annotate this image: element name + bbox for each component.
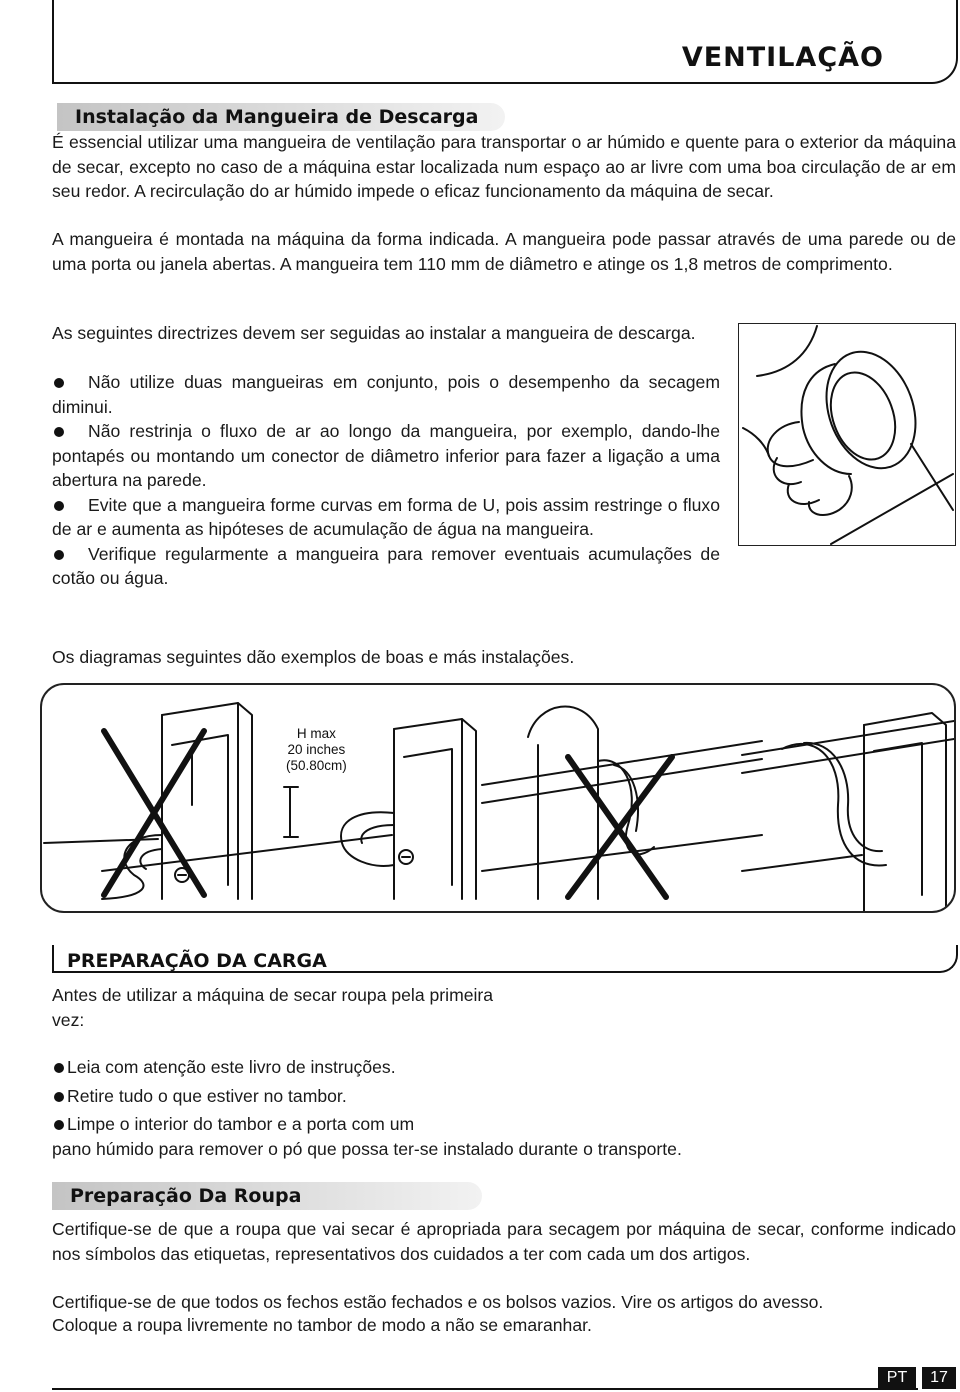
hose-illustration	[738, 323, 956, 546]
x-mark-2	[568, 757, 672, 897]
diagrams-intro: Os diagramas seguintes dão exemplos de boas e más instalações.	[52, 647, 575, 667]
page-number: 17	[922, 1367, 956, 1389]
preparation-list	[52, 1055, 812, 1137]
guideline-item: Evite que a mangueira forme curvas em forma de U, pois assim restringe o fluxo de ar e aumenta as hipóteses de acumulação de água na mangueira.	[52, 493, 720, 542]
bad-installation-2	[482, 706, 762, 899]
preparation-continuation: pano húmido para remover o pó que possa ter-se instalado durante o transporte.	[52, 1139, 682, 1159]
hmax-label	[286, 726, 347, 774]
section-heading-roupa: Preparação Da Roupa	[52, 1182, 482, 1210]
preparation-intro: Antes de utilizar a máquina de secar roupa pela primeira vez:	[52, 985, 494, 1030]
guideline-item: Verifique regularmente a mangueira para remover eventuais acumulações de cotão ou água.	[52, 542, 720, 591]
bad-installation-3	[742, 713, 954, 911]
hose-info-paragraph: A mangueira é montada na máquina da forma indicada. A mangueira pode passar através de uma parede ou de uma porta ou janela abertas. A mangueira tem 110 mm de diâmetro e atinge os 1,8 metros de comprimento.	[52, 229, 956, 274]
hmax-line: 20 inches	[287, 742, 346, 757]
section-heading-descarga: Instalação da Mangueira de Descarga	[57, 103, 505, 131]
installation-diagrams	[40, 683, 956, 913]
preparation-item: Limpe o interior do tambor e a porta com um	[52, 1112, 812, 1137]
hmax-line: H max	[296, 726, 336, 741]
laundry-loading-paragraph: Coloque a roupa livremente no tambor de modo a não se emaranhar.	[52, 1315, 592, 1335]
preparation-item: Retire tudo o que estiver no tambor.	[52, 1084, 812, 1109]
guideline-item: Não utilize duas mangueiras em conjunto, pois o desempenho da secagem diminui.	[52, 370, 720, 419]
footer-rule	[52, 1388, 918, 1390]
laundry-fasteners-paragraph: Certifique-se de que todos os fechos estão fechados e os bolsos vazios. Vire os artigos do avesso.	[52, 1292, 824, 1312]
x-mark-1	[104, 731, 204, 895]
laundry-paragraph: Certifique-se de que a roupa que vai secar é apropriada para secagem por máquina de secar, conforme indicado nos símbolos das etiquetas, representativos dos cuidados a ter com cada um dos artigos.	[52, 1219, 956, 1264]
preparation-item: Leia com atenção este livro de instruções.	[52, 1055, 812, 1080]
language-badge: PT	[878, 1367, 916, 1389]
intro-paragraph: É essencial utilizar uma mangueira de ventilação para transportar o ar húmido e quente para o exterior da máquina de secar, excepto no caso de a máquina estar localizada num espaço ao ar livre com uma boa circulação de ar em seu redor. A recirculação do ar húmido impede o eficaz funcionamento da máquina de secar.	[52, 132, 956, 201]
hmax-line: (50.80cm)	[286, 758, 347, 773]
section-heading-carga: PREPARAÇÃO DA CARGA	[67, 950, 327, 972]
guidelines-list	[52, 370, 720, 591]
guidelines-intro: As seguintes directrizes devem ser seguidas ao instalar a mangueira de descarga.	[52, 323, 696, 343]
guideline-item: Não restrinja o fluxo de ar ao longo da mangueira, por exemplo, dando-lhe pontapés ou montando um conector de diâmetro inferior para fazer a ligação a uma abertura na parede.	[52, 419, 720, 493]
page-title: VENTILAÇÃO	[681, 42, 884, 73]
